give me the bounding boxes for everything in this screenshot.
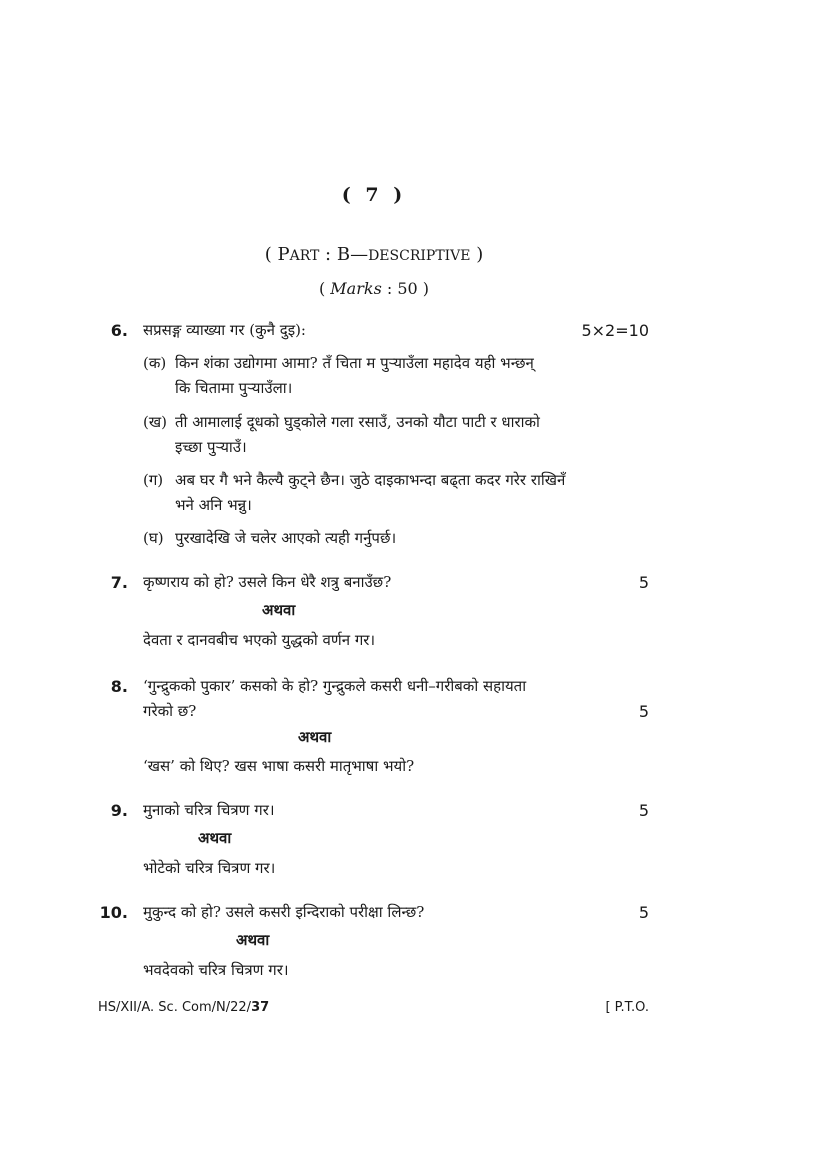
part-prefix: ( P (264, 244, 290, 265)
q10-marks: 5 (638, 903, 649, 922)
q9-marks: 5 (638, 801, 649, 820)
paper-code (98, 1000, 269, 1015)
marks-label: Marks (330, 279, 382, 298)
q7-or: अथवा (262, 601, 296, 619)
q6-part-line: ती आमालाई दूधको घुड्कोले गला रसाउँ, उनको यौटा पाटी र धाराको (175, 413, 540, 431)
q10-number: 10. (99, 903, 128, 922)
q7-text: कृष्णराय को हो? उसले किन धेरै शत्रु बनाउँछ? (143, 573, 392, 591)
q6-part-line: इच्छा पुऱ्याउँ। (175, 438, 247, 456)
q6-part-label: (ग) (143, 471, 164, 489)
q6-part-gha (143, 526, 613, 551)
q6-part-kha (143, 410, 613, 460)
paper-code-number: 37 (251, 1000, 270, 1015)
q6-number: 6. (110, 321, 128, 340)
q10-or: अथवा (236, 931, 270, 949)
q8-line2: गरेको छ? (143, 702, 197, 720)
q9-or: अथवा (198, 829, 232, 847)
q10-text: मुकुन्द को हो? उसले कसरी इन्दिराको परीक्षा लिन्छ? (143, 903, 425, 921)
q6-part-line: किन शंका उद्योगमा आमा? तँ चिता म पुऱ्याउँला महादेव यही भन्छन् (175, 354, 534, 372)
q7-marks: 5 (638, 573, 649, 592)
q6-part-label: (घ) (143, 529, 164, 547)
q8-marks: 5 (638, 702, 649, 721)
q7-alt: देवता र दानवबीच भएको युद्धको वर्णन गर। (143, 631, 376, 649)
q6-marks: 5×2=10 (581, 321, 649, 340)
total-marks (0, 279, 748, 298)
q6-part-line: कि चितामा पुऱ्याउँला। (175, 379, 293, 397)
q8-or: अथवा (298, 728, 332, 746)
q9-text: मुनाको चरित्र चित्रण गर। (143, 801, 275, 819)
q9-alt: भोटेको चरित्र चित्रण गर। (143, 859, 276, 877)
q6-part-line: भने अनि भन्नु। (175, 496, 252, 514)
part-close: ) (470, 244, 484, 265)
part-desc: DESCRIPTIVE (368, 248, 471, 264)
q6-part-ka (143, 351, 613, 401)
part-rest: : B— (319, 244, 369, 265)
part-title (0, 244, 748, 265)
q6-text: सप्रसङ्ग व्याख्या गर (कुनै दुइ): (143, 321, 306, 339)
marks-value: : 50 ) (381, 279, 430, 298)
q6-part-ga (143, 468, 613, 518)
q9-number: 9. (110, 801, 128, 820)
q6-part-label: (ख) (143, 413, 167, 431)
q8-number: 8. (110, 677, 128, 696)
q10-alt: भवदेवको चरित्र चित्रण गर। (143, 961, 289, 979)
q6-part-label: (क) (143, 354, 167, 372)
marks-open: ( (318, 279, 331, 298)
q7-number: 7. (110, 573, 128, 592)
part-smallcaps: ART (289, 248, 320, 264)
q8-line1: ‘गुन्द्रुकको पुकार’ कसको के हो? गुन्द्रुकले कसरी धनी–गरीबको सहायता (143, 677, 527, 695)
q6-part-line: पुरखादेखि जे चलेर आएको त्यही गर्नुपर्छ। (175, 529, 397, 547)
q6-part-line: अब घर गै भने कैल्यै कुट्ने छैन। जुठे दाइकाभन्दा बढ्ता कदर गरेर राखिनँ (175, 471, 566, 489)
paper-code-prefix: HS/XII/A. Sc. Com/N/22/ (98, 1000, 252, 1015)
q8-alt: ‘खस’ को थिए? खस भाषा कसरी मातृभाषा भयो? (143, 757, 415, 775)
pto: [ P.T.O. (605, 1000, 649, 1015)
page-number: ( 7 ) (341, 184, 407, 206)
